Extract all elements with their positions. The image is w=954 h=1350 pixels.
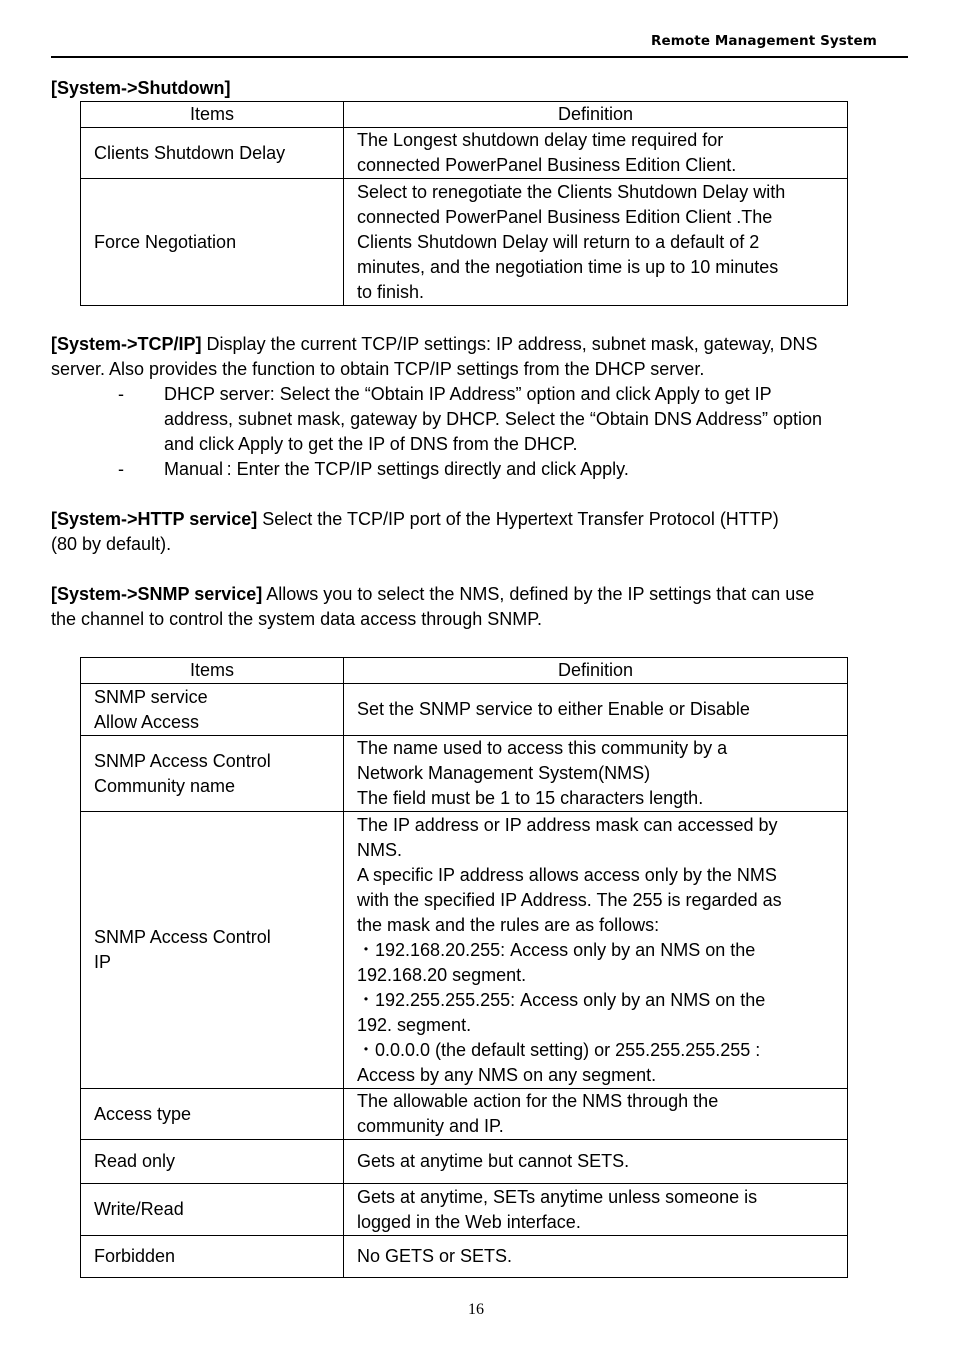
tcpip-text: Display the current TCP/IP settings: IP address, subnet mask, gateway, DNS [201, 334, 818, 354]
table-row [81, 1184, 848, 1236]
definition-line: The field must be 1 to 15 characters length. [357, 788, 704, 808]
definition-line: 192. segment. [357, 1014, 472, 1035]
snmp-paragraph [51, 582, 911, 632]
tcpip-paragraph [51, 332, 911, 382]
table-row [81, 812, 848, 1089]
item-cell [81, 684, 344, 736]
definition-cell [344, 812, 848, 1089]
definition-cell [344, 1236, 848, 1278]
definition-line: The allowable action for the NMS through the [357, 1091, 719, 1111]
table-row [81, 128, 848, 179]
definition-line: ・192.168.20.255: Access only by an NMS on the [357, 939, 756, 960]
definition-line: Select to renegotiate the Clients Shutdown Delay with [357, 181, 786, 202]
item-line: Read only [94, 1151, 176, 1171]
definition-line: NMS. [357, 839, 402, 860]
definition-line: minutes, and the negotiation time is up to 10 minutes [357, 256, 779, 277]
item-cell [81, 1184, 344, 1236]
column-header-items: Items [81, 658, 344, 684]
definition-line: ・192.255.255.255: Access only by an NMS on the [357, 989, 766, 1010]
definition-line: The IP address or IP address mask can accessed by [357, 814, 778, 835]
definition-line: A specific IP address allows access only by the NMS [357, 864, 777, 885]
definition-line: connected PowerPanel Business Edition Client. [357, 155, 737, 175]
item-cell [81, 1089, 344, 1140]
http-text: Select the TCP/IP port of the Hypertext Transfer Protocol (HTTP) [257, 509, 779, 529]
table-header-row [81, 102, 848, 128]
definition-line: Gets at anytime, SETs anytime unless someone is [357, 1186, 758, 1207]
item-cell [81, 1236, 344, 1278]
item-cell [81, 812, 344, 1089]
item-line: Allow Access [94, 711, 200, 732]
definition-line: with the specified IP Address. The 255 is regarded as [357, 889, 782, 910]
http-label: [System->HTTP service] [51, 509, 258, 529]
tcpip-label: [System->TCP/IP] [51, 334, 202, 354]
definition-line: connected PowerPanel Business Edition Client .The [357, 206, 773, 227]
http-text: (80 by default). [51, 534, 172, 554]
column-header-definition: Definition [344, 102, 848, 128]
item-line: Write/Read [94, 1199, 184, 1219]
definition-cell [344, 1089, 848, 1140]
definition-line: Clients Shutdown Delay will return to a default of 2 [357, 231, 760, 252]
table-row [81, 684, 848, 736]
http-paragraph [51, 507, 911, 557]
item-cell: Force Negotiation [81, 179, 344, 306]
definition-line: The Longest shutdown delay time required for [357, 130, 724, 150]
page-header-title: Remote Management System [651, 33, 877, 49]
definition-line: Gets at anytime but cannot SETS. [357, 1151, 630, 1171]
tcpip-text: server. Also provides the function to obtain TCP/IP settings from the DHCP server. [51, 359, 705, 379]
table-row [81, 736, 848, 812]
item-line: IP [94, 952, 112, 972]
definition-cell [344, 736, 848, 812]
page-number: 16 [468, 1301, 484, 1318]
bullet-item-dhcp [164, 382, 909, 457]
definition-line: the mask and the rules are as follows: [357, 914, 660, 935]
shutdown-table [80, 101, 848, 306]
definition-line: Access by any NMS on any segment. [357, 1064, 657, 1085]
shutdown-heading: [System->Shutdown] [51, 78, 231, 98]
bullet-dash: - [118, 459, 124, 479]
item-line: Forbidden [94, 1246, 176, 1266]
snmp-table [80, 657, 848, 1278]
definition-line: No GETS or SETS. [357, 1246, 513, 1266]
snmp-label: [System->SNMP service] [51, 584, 263, 604]
bullet-line: DHCP server: Select the “Obtain IP Address” option and click Apply to get IP [164, 384, 772, 404]
definition-line: logged in the Web interface. [357, 1211, 581, 1232]
item-cell [81, 736, 344, 812]
bullet-item-manual [164, 457, 909, 482]
item-line: Community name [94, 775, 236, 796]
definition-line: to finish. [357, 281, 425, 302]
item-line: SNMP service [94, 686, 208, 707]
table-header-row [81, 658, 848, 684]
bullet-dash: - [118, 384, 124, 404]
snmp-text: the channel to control the system data access through SNMP. [51, 609, 542, 629]
item-line: Access type [94, 1103, 192, 1124]
table-row [81, 1089, 848, 1140]
bullet-line: Manual : Enter the TCP/IP settings directly and click Apply. [164, 459, 629, 479]
table-row [81, 1236, 848, 1278]
definition-line: The name used to access this community by a [357, 738, 728, 758]
definition-cell [344, 1184, 848, 1236]
column-header-definition: Definition [344, 658, 848, 684]
definition-cell [344, 128, 848, 179]
table-row [81, 1140, 848, 1184]
definition-cell [344, 1140, 848, 1184]
definition-cell [344, 179, 848, 306]
item-line: SNMP Access Control [94, 750, 271, 771]
snmp-text: Allows you to select the NMS, defined by the IP settings that can use [262, 584, 815, 604]
definition-line: ・0.0.0.0 (the default setting) or 255.255.255.255 : [357, 1039, 761, 1060]
definition-line: community and IP. [357, 1116, 504, 1136]
column-header-items: Items [81, 102, 344, 128]
item-cell [81, 1140, 344, 1184]
bullet-line: and click Apply to get the IP of DNS from the DHCP. [164, 434, 578, 454]
bullet-line: address, subnet mask, gateway by DHCP. Select the “Obtain DNS Address” option [164, 409, 822, 429]
item-line: SNMP Access Control [94, 927, 271, 947]
definition-line: Set the SNMP service to either Enable or Disable [357, 699, 750, 719]
item-cell: Clients Shutdown Delay [81, 128, 344, 179]
definition-line: Network Management System(NMS) [357, 763, 651, 783]
definition-cell [344, 684, 848, 736]
header-divider [51, 56, 908, 58]
definition-line: 192.168.20 segment. [357, 964, 527, 985]
table-row [81, 179, 848, 306]
